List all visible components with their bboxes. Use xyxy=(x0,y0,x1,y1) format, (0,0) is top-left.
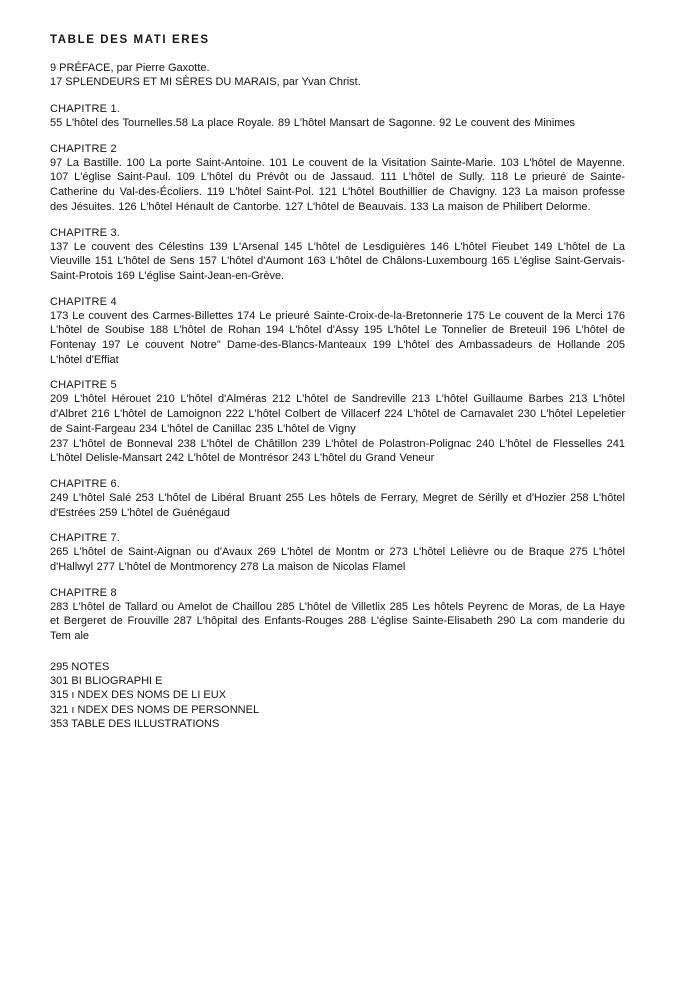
index-persons-entry: 321 ı NDEX DES NOMS DE PERSONNEL xyxy=(50,703,260,716)
chapter-heading: CHAPITRE 3. xyxy=(50,226,121,239)
chapter-1 xyxy=(50,102,625,131)
chapter-heading: CHAPITRE 2 xyxy=(50,142,117,155)
chapter-entries: 209 L'hôtel Hérouet 210 L'hôtel d'Alméras 212 L'hôtel de Sandreville 213 L'hôtel Guillaume Barbes 213 L'hôtel d'Albret 216 L'hôtel de Lamoignon 222 L'hôtel Colbert de Villacerf 224 L'hôtel de Carnavalet 230 L'hôtel Lepeletier de Saint-Fargeau 234 L'hôtel de Canillac 235 L'hôtel de Vigny xyxy=(50,393,625,435)
chapter-entries-continued: 237 L'hôtel de Bonneval 238 L'hôtel de Châtillon 239 L'hôtel de Polastron-Polignac 240 L'hôtel de Flesselles 241 L'hôtel Delisle-Mansart 242 L'hôtel de Montrésor 243 L'hôtel du Grand Veneur xyxy=(50,437,625,465)
intro-entries xyxy=(50,61,625,89)
toc-title: TABLE DES MATI ERES xyxy=(50,34,210,46)
chapter-entries: 55 L'hôtel des Tournelles.58 La place Royale. 89 L'hôtel Mansart de Sagonne. 92 Le couvent des Minimes xyxy=(50,117,576,129)
chapter-entries: 173 Le couvent des Carmes-Billettes 174 Le prieuré Sainte-Croix-de-la-Bretonnerie 175 Le couvent de la Merci 176 L'hôtel de Soubise 188 L'hôtel de Rohan 194 L'hôtel d'Assy 195 L'hôtel Le Tonnelier de Breteuil 196 L'hôtel de Fontenay 197 Le couvent Notre" Dame-des-Blancs-Manteaux 199 L'hôtel des Ambassadeurs de Hollande 205 L'hôtel d'Effiat xyxy=(50,309,625,366)
chapter-6 xyxy=(50,477,625,520)
chapter-heading: CHAPITRE 5 xyxy=(50,379,117,392)
table-of-contents xyxy=(50,34,625,731)
splendeurs-entry: 17 SPLENDEURS ET MI SÈRES DU MARAIS, par Yvan Christ. xyxy=(50,76,361,88)
chapter-2 xyxy=(50,142,625,215)
chapter-8 xyxy=(50,586,625,644)
chapter-7 xyxy=(50,531,625,574)
illustrations-entry: 353 TABLE DES ILLUSTRATIONS xyxy=(50,718,220,731)
chapter-3 xyxy=(50,226,625,284)
chapter-heading: CHAPITRE 7. xyxy=(50,532,121,545)
chapter-entries: 283 L'hôtel de Tallard ou Amelot de Chaillou 285 L'hôtel de Villetlix 285 Les hôtels Peyrenc de Moras, de La Haye et Bergeret de Frouville 287 L'hôpital des Enfants-Rouges 288 L'église Sainte-Elisabeth 290 La com manderie du Tem ale xyxy=(50,600,625,643)
index-places-entry: 315 ı NDEX DES NOMS DE LI EUX xyxy=(50,689,227,702)
bibliography-entry: 301 BI BLIOGRAPHI E xyxy=(50,675,163,688)
chapter-heading: CHAPITRE 1. xyxy=(50,103,121,115)
back-matter xyxy=(50,660,625,731)
chapter-entries: 249 L'hôtel Salé 253 L'hôtel de Libéral Bruant 255 Les hôtels de Ferrary, Megret de Sérilly et d'Hozier 258 L'hôtel d'Estrées 259 L'hôtel de Guénégaud xyxy=(50,491,625,519)
preface-entry: 9 PRÉFACE, par Pierre Gaxotte. xyxy=(50,62,210,74)
chapter-entries: 97 La Bastille. 100 La porte Saint-Antoine. 101 Le couvent de la Visitation Sainte-Marie. 103 L'hôtel de Mayenne. 107 L'église Saint-Paul. 109 L'hôtel du Prévôt ou de Jassaud. 111 L'hôtel de Sully. 118 Le prieuré de Sainte-Catherine du Val-des-Écoliers. 119 L'hôtel Saint-Pol. 121 L'hôtel Bouthillier de Chavigny. 123 La maison professe des Jésuites. 126 L'hôtel Hénault de Cantorbe. 127 L'hôtel de Beauvais. 133 La maison de Philibert Delorme. xyxy=(50,156,625,213)
chapter-heading: CHAPITRE 6. xyxy=(50,477,121,490)
chapter-heading: CHAPITRE 4 xyxy=(50,295,117,308)
chapter-4 xyxy=(50,295,625,368)
chapter-5 xyxy=(50,378,625,466)
chapter-entries: 265 L'hôtel de Saint-Aignan ou d'Avaux 269 L'hôtel de Montm or 273 L'hôtel Lelièvre ou de Braque 275 L'hôtel d'Hallwyl 277 L'hôtel de Montmorency 278 La maison de Nicolas Flamel xyxy=(50,546,625,574)
notes-entry: 295 NOTES xyxy=(50,660,110,673)
chapter-heading: CHAPITRE 8 xyxy=(50,586,117,599)
chapter-entries: 137 Le couvent des Célestins 139 L'Arsenal 145 L'hôtel de Lesdiguières 146 L'hôtel Fieubet 149 L'hôtel de La Vieuville 151 L'hôtel de Sens 157 L'hôtel d'Aumont 163 L'hôtel de Châlons-Luxembourg 165 L'église Saint-Gervais-Saint-Protois 169 L'église Saint-Jean-en-Grève. xyxy=(50,240,625,282)
